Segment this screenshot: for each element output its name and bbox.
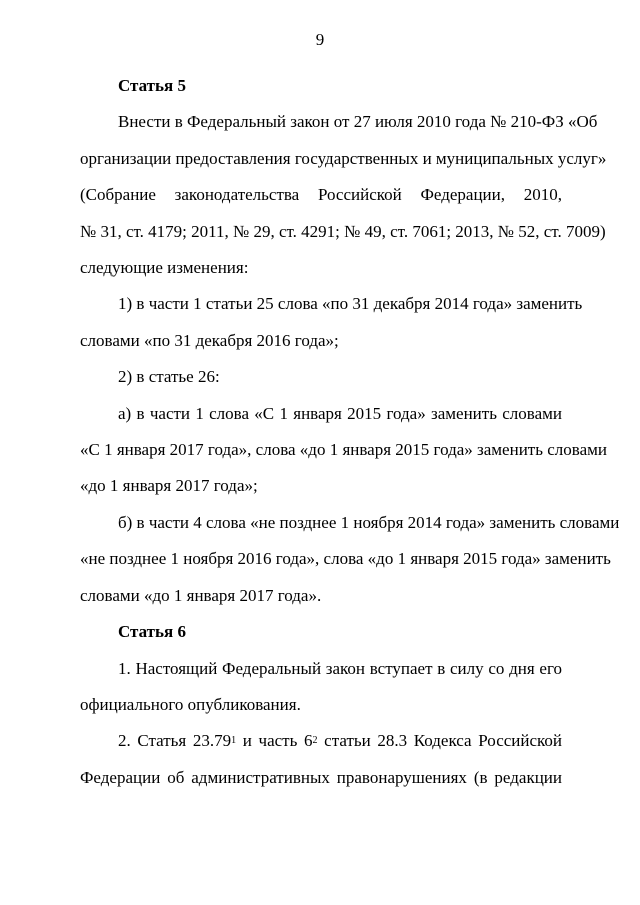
text-fragment: и часть 6 <box>236 731 313 751</box>
text-fragment: 2. Статья 23.79 <box>118 731 232 751</box>
article-5-item-2b <box>80 505 620 614</box>
text-line: 2) в статье 26: <box>118 367 220 387</box>
article-6-item-1 <box>80 651 562 724</box>
article-5-item-2a <box>80 396 607 505</box>
text-line: Внести в Федеральный закон от 27 июля 2010 года № 210-ФЗ «Об <box>118 112 598 132</box>
superscript: 2 <box>312 735 318 747</box>
document-body <box>80 68 620 796</box>
text-line: б) в части 4 слова «не позднее 1 ноября 2014 года» заменить словами <box>118 512 620 532</box>
article-5-heading: Статья 5 <box>118 76 186 95</box>
text-fragment: статьи 28.3 Кодекса Российской <box>317 731 563 751</box>
text-line: официального опубликования. <box>80 694 301 714</box>
text-line: Федерации об административных правонарушениях (в редакции <box>80 767 562 787</box>
article-5-intro <box>80 104 607 286</box>
text-line: № 31, ст. 4179; 2011, № 29, ст. 4291; № 49, ст. 7061; 2013, № 52, ст. 7009) <box>80 221 606 241</box>
text-line: «до 1 января 2017 года»; <box>80 476 258 496</box>
superscript: 1 <box>231 735 237 747</box>
article-6-heading: Статья 6 <box>118 622 186 642</box>
text-line: 1. Настоящий Федеральный закон вступает в силу со дня его <box>118 658 562 678</box>
text-line: 1) в части 1 статьи 25 слова «по 31 декабря 2014 года» заменить <box>118 294 583 314</box>
text-line: «С 1 января 2017 года», слова «до 1 января 2015 года» заменить словами <box>80 440 607 460</box>
page-number: 9 <box>315 30 325 49</box>
article-5-item-2 <box>80 359 562 395</box>
article-5-item-1 <box>80 286 583 359</box>
text-line: словами «по 31 декабря 2016 года»; <box>80 330 339 350</box>
text-line: организации предоставления государственных и муниципальных услуг» <box>80 148 607 168</box>
text-line: а) в части 1 слова «С 1 января 2015 года» заменить словами <box>118 403 562 423</box>
text-line: следующие изменения: <box>80 258 249 278</box>
article-6-item-2 <box>80 723 562 796</box>
text-line: словами «до 1 января 2017 года». <box>80 585 322 605</box>
text-line: «не позднее 1 ноября 2016 года», слова «до 1 января 2015 года» заменить <box>80 549 611 569</box>
text-line: (Собрание законодательства Российской Федерации, 2010, <box>80 185 562 205</box>
text-line <box>80 723 562 759</box>
